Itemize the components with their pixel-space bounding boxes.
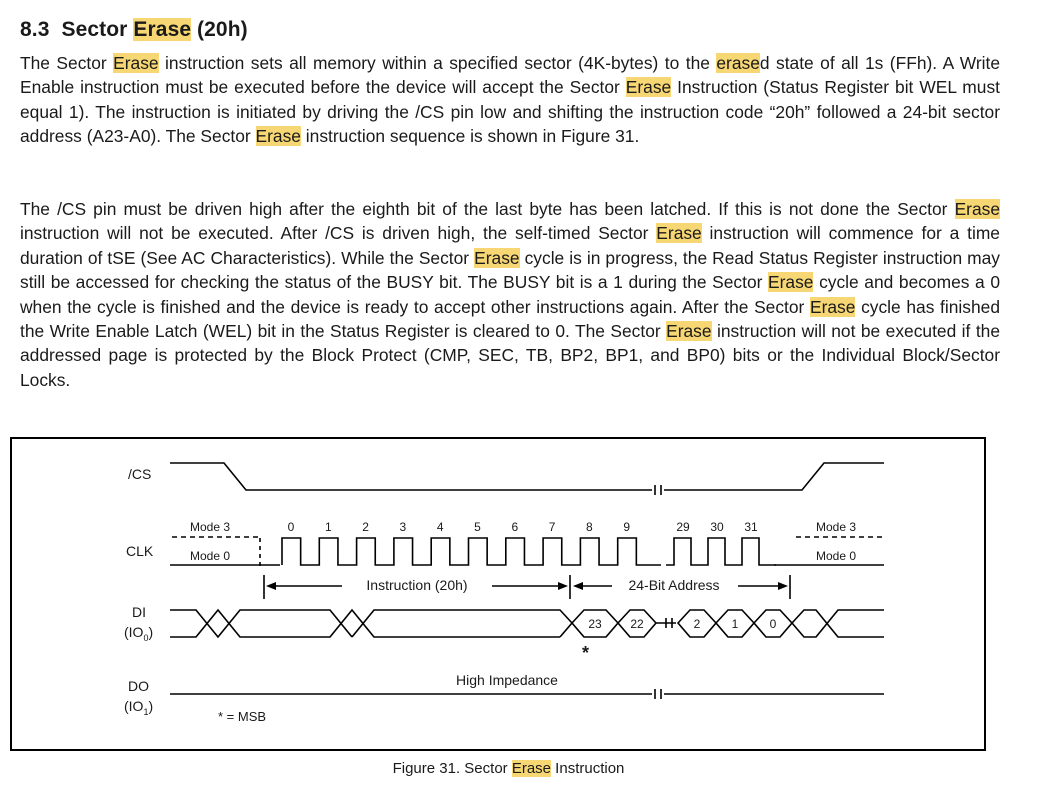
clock-number: 5 (474, 520, 481, 534)
clk-pulses-group-a (282, 538, 661, 565)
paragraph-1 (20, 51, 1000, 149)
clock-number: 6 (511, 520, 519, 534)
paragraph-2 (20, 197, 1000, 392)
caption-pre: Figure 31. Sector (392, 760, 512, 777)
clock-number: 30 (710, 520, 724, 534)
clock-number: 4 (436, 520, 444, 534)
di-waveform-top (170, 610, 352, 637)
msb-note: * = MSB (218, 709, 267, 724)
caption-post: Instruction (551, 760, 625, 777)
instr-arrowhead-left (266, 582, 276, 590)
mode0-right-label: Mode 0 (816, 549, 857, 563)
highlighted-term: erase (716, 53, 760, 73)
clk-pulses-group-b (666, 538, 776, 565)
text-run: instruction will not be executed. After /CS is driven high, the self-timed Sector (20, 223, 657, 244)
text-run: cycle and becomes a 0 when the cycle is finished and the device is ready to accept other instructions again. After the Sector (20, 272, 1000, 317)
address-bit-23: 23 (588, 617, 602, 631)
mode3-left-label: Mode 3 (190, 520, 231, 534)
figure-caption (0, 760, 1017, 777)
highlighted-term: Erase (810, 296, 856, 317)
mode0-left-label: Mode 0 (190, 549, 231, 563)
text-run: instruction sets all memory within a specified sector (4K-bytes) to the (158, 53, 717, 73)
clock-number: 31 (744, 520, 758, 534)
section-title-highlight: Erase (133, 18, 192, 41)
cs-waveform-left (170, 463, 652, 490)
text-run: cycle has finished the Write Enable Latch (WEL) bit in the Status Register is cleared to 0. The Sector (20, 296, 1000, 342)
di-waveform-bottom (170, 610, 560, 637)
highlighted-term: Erase (255, 126, 301, 147)
section-heading (20, 18, 248, 42)
timing-diagram (10, 437, 986, 751)
text-run: instruction will not be executed if the addressed page is protected by the Block Protect (CMP, SEC, TB, BP2, BP1, and BP0) bits or the Individual Block/Sector Locks. (20, 321, 1000, 390)
signal-do-io-label: $(IO_1)$ (124, 698, 154, 717)
text-run: Instruction (Status Register bit WEL must equal 1). The instruction is initiated by driving the /CS pin low and shifting the instruction code “20h” followed a 24-bit sector address (A23-A0). The Sector (20, 77, 1000, 147)
clock-number: 9 (623, 520, 631, 534)
signal-clk-label: CLK (126, 543, 154, 559)
text-run: instruction will commence for a time duration of tSE (See AC Characteristics). While the Sector (20, 223, 1000, 268)
instruction-label: Instruction (20h) (366, 577, 468, 593)
cs-break-marker (655, 485, 661, 495)
clock-number: 7 (548, 520, 556, 534)
highlighted-term: Erase (768, 272, 814, 293)
signal-cs-label: /CS (128, 466, 152, 482)
address-bit-22: 22 (630, 617, 644, 631)
mode3-right-label: Mode 3 (816, 520, 857, 534)
address-label: 24-Bit Address (628, 577, 720, 593)
text-run: instruction sequence is shown in Figure 31. (300, 126, 640, 147)
text-run: The Sector (20, 53, 114, 73)
clock-number: 29 (676, 520, 690, 534)
clock-number: 2 (362, 520, 369, 534)
clock-number: 8 (586, 520, 593, 534)
address-bit-2: 2 (693, 617, 701, 631)
highlighted-term: Erase (113, 53, 159, 73)
di-waveform-join (352, 610, 572, 637)
text-run: d state of all 1s (FFh). A Write Enable instruction must be executed before the device will accept the Sector (20, 53, 1000, 98)
section-title-pre: Sector (61, 18, 134, 41)
instr-arrowhead-right (558, 582, 568, 590)
di-tail-bottom (792, 610, 884, 637)
address-bit-0: 0 (769, 617, 777, 631)
clock-numbers-group-a (288, 520, 631, 534)
clock-number: 0 (287, 520, 295, 534)
caption-highlight: Erase (511, 760, 552, 777)
section-number: 8.3 (20, 18, 50, 41)
di-tail-top (792, 610, 884, 637)
signal-di-io-label: $(IO_0)$ (124, 624, 154, 643)
clock-number: 3 (399, 520, 407, 534)
highlighted-term: Erase (954, 199, 1000, 219)
highlighted-term: Erase (666, 321, 712, 342)
high-impedance-label: High Impedance (456, 672, 558, 688)
signal-di-label: DI (132, 604, 146, 620)
text-run: cycle is in progress, the Read Status Register instruction may still be accessed for checking the status of the BUSY bit. The BUSY bit is a 1 during the Sector (20, 247, 1001, 293)
do-break-marker (655, 689, 661, 699)
timing-diagram-svg (12, 439, 984, 749)
address-bit-1: 1 (731, 617, 739, 631)
msb-star: * (582, 643, 590, 663)
text-run: The /CS pin must be driven high after the eighth bit of the last byte has been latched. If this is not done the Sector (20, 199, 955, 219)
signal-do-label: DO (128, 678, 149, 694)
section-title-post: (20h) (191, 18, 248, 41)
highlighted-term: Erase (625, 77, 672, 98)
addr-arrowhead-left (573, 582, 583, 590)
addr-arrowhead-right (778, 582, 788, 590)
cs-waveform-right (664, 463, 884, 490)
highlighted-term: Erase (474, 247, 520, 268)
clock-numbers-group-b (676, 520, 758, 534)
clock-number: 1 (324, 520, 332, 534)
highlighted-term: Erase (656, 223, 702, 244)
